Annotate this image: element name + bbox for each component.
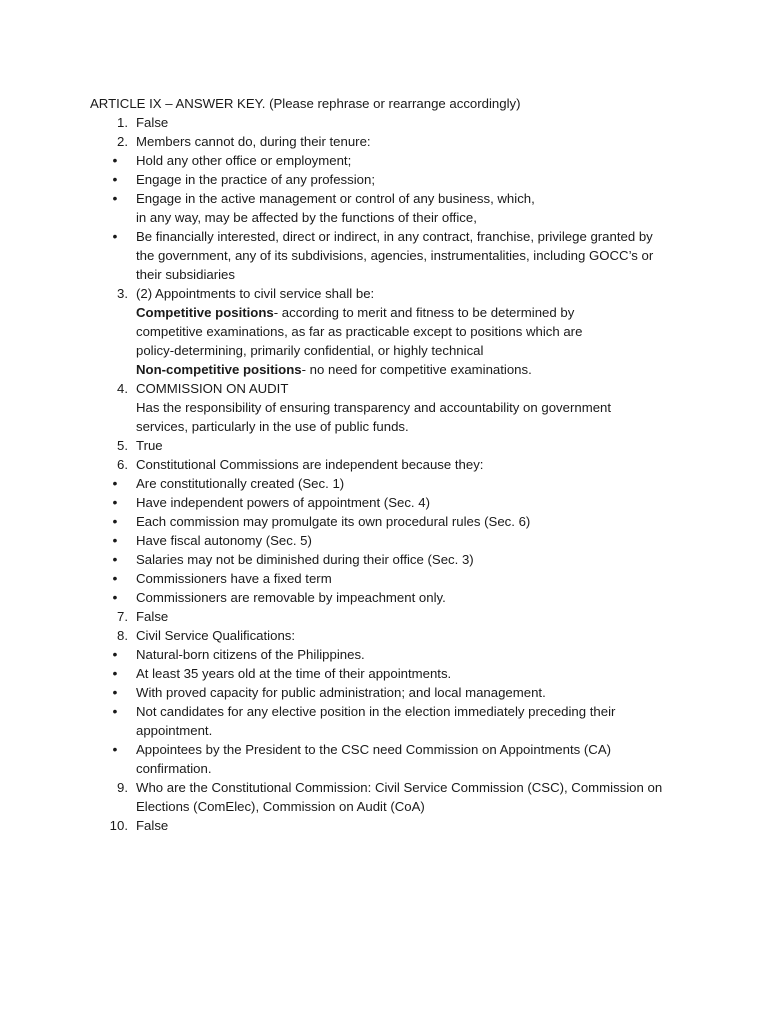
line-text: their subsidiaries <box>136 267 235 282</box>
bullet-item <box>0 227 768 284</box>
text-line <box>136 740 688 759</box>
bullet-item <box>0 493 768 512</box>
item-number: 9. <box>117 780 128 795</box>
item-text <box>136 645 688 664</box>
text-line <box>136 284 688 303</box>
bullet-marker: • <box>112 532 118 548</box>
continuation-item <box>0 360 768 379</box>
text-line <box>136 702 688 721</box>
bullet-marker: • <box>112 190 118 206</box>
bullet-item <box>0 569 768 588</box>
bold-term: Non-competitive positions <box>136 362 302 377</box>
line-text: Elections (ComElec), Commission on Audit (CoA) <box>136 799 425 814</box>
bullet-marker: • <box>112 228 118 244</box>
item-text <box>136 455 688 474</box>
item-number: 7. <box>117 609 128 624</box>
item-text <box>136 512 688 531</box>
line-text: Have fiscal autonomy (Sec. 5) <box>136 533 312 548</box>
numbered-item <box>0 132 768 151</box>
text-line <box>136 151 688 170</box>
item-number: 8. <box>117 628 128 643</box>
item-text <box>136 132 688 151</box>
item-text <box>136 227 688 284</box>
line-text: Salaries may not be diminished during their office (Sec. 3) <box>136 552 474 567</box>
line-text: Are constitutionally created (Sec. 1) <box>136 476 345 491</box>
line-text: Constitutional Commissions are independent because they: <box>136 457 484 472</box>
numbered-item <box>0 113 768 132</box>
bullet-marker: • <box>112 513 118 529</box>
item-text <box>136 284 688 303</box>
text-line <box>136 607 688 626</box>
item-text <box>136 493 688 512</box>
text-line <box>136 246 688 265</box>
line-text: the government, any of its subdivisions, agencies, instrumentalities, including GOCC’s or <box>136 248 654 263</box>
bullet-item <box>0 170 768 189</box>
bullet-item <box>0 664 768 683</box>
text-line <box>136 588 688 607</box>
text-line <box>136 455 688 474</box>
text-line <box>136 379 688 398</box>
text-line <box>136 550 688 569</box>
text-line <box>136 360 688 379</box>
line-text: Engage in the practice of any profession; <box>136 172 375 187</box>
item-text <box>136 531 688 550</box>
line-text: Each commission may promulgate its own procedural rules (Sec. 6) <box>136 514 531 529</box>
item-text <box>136 816 688 835</box>
bullet-marker: • <box>112 494 118 510</box>
line-text: - no need for competitive examinations. <box>301 362 532 377</box>
line-text: appointment. <box>136 723 213 738</box>
item-text <box>136 740 688 778</box>
line-text: False <box>136 609 169 624</box>
numbered-item <box>0 626 768 645</box>
line-text: Has the responsibility of ensuring transparency and accountability on government <box>136 400 612 415</box>
text-line <box>136 322 688 341</box>
line-text: At least 35 years old at the time of their appointments. <box>136 666 452 681</box>
item-number: 10. <box>109 818 128 833</box>
line-text: With proved capacity for public administration; and local management. <box>136 685 546 700</box>
item-number: 6. <box>117 457 128 472</box>
bullet-marker: • <box>112 570 118 586</box>
bullet-marker: • <box>112 741 118 757</box>
text-line <box>136 569 688 588</box>
bullet-item <box>0 512 768 531</box>
item-text <box>136 303 688 360</box>
bullet-item <box>0 645 768 664</box>
line-text: Commissioners have a fixed term <box>136 571 332 586</box>
line-text: Appointees by the President to the CSC need Commission on Appointments (CA) <box>136 742 612 757</box>
line-text: - according to merit and fitness to be determined by <box>273 305 575 320</box>
numbered-item <box>0 778 768 816</box>
text-line <box>136 797 688 816</box>
text-line <box>136 113 688 132</box>
item-text <box>136 360 688 379</box>
line-text: Members cannot do, during their tenure: <box>136 134 371 149</box>
bold-term: Competitive positions <box>136 305 274 320</box>
bullet-item <box>0 588 768 607</box>
item-text <box>136 170 688 189</box>
text-line <box>136 759 688 778</box>
text-line <box>136 132 688 151</box>
bullet-marker: • <box>112 589 118 605</box>
bullet-marker: • <box>112 703 118 719</box>
bullet-marker: • <box>112 665 118 681</box>
line-text: Engage in the active management or control of any business, which, <box>136 191 535 206</box>
text-line <box>136 170 688 189</box>
item-text <box>136 702 688 740</box>
item-text <box>136 683 688 702</box>
item-text <box>136 550 688 569</box>
bullet-marker: • <box>112 646 118 662</box>
item-text <box>136 664 688 683</box>
bullet-item <box>0 740 768 778</box>
bullet-item <box>0 550 768 569</box>
text-line <box>136 474 688 493</box>
item-text <box>136 607 688 626</box>
line-text: Not candidates for any elective position in the election immediately preceding their <box>136 704 616 719</box>
line-text: False <box>136 115 169 130</box>
numbered-item <box>0 607 768 626</box>
bullet-marker: • <box>112 551 118 567</box>
line-text: Who are the Constitutional Commission: Civil Service Commission (CSC), Commission on <box>136 780 663 795</box>
text-line <box>136 265 688 284</box>
bullet-item <box>0 683 768 702</box>
line-text: Natural-born citizens of the Philippines. <box>136 647 365 662</box>
numbered-item <box>0 816 768 835</box>
text-line <box>136 398 688 417</box>
item-text <box>136 151 688 170</box>
item-text <box>136 474 688 493</box>
item-text <box>136 626 688 645</box>
line-text: (2) Appointments to civil service shall be: <box>136 286 375 301</box>
numbered-item <box>0 455 768 474</box>
numbered-item <box>0 436 768 455</box>
line-text: Commissioners are removable by impeachment only. <box>136 590 446 605</box>
item-text <box>136 379 688 436</box>
bullet-marker: • <box>112 684 118 700</box>
bullet-item <box>0 151 768 170</box>
line-text: Civil Service Qualifications: <box>136 628 296 643</box>
item-text <box>136 569 688 588</box>
text-line <box>136 664 688 683</box>
item-number: 5. <box>117 438 128 453</box>
text-line <box>136 512 688 531</box>
line-text: True <box>136 438 163 453</box>
numbered-item <box>0 284 768 303</box>
line-text: False <box>136 818 169 833</box>
text-line <box>136 189 688 208</box>
line-text: Have independent powers of appointment (Sec. 4) <box>136 495 430 510</box>
text-line <box>136 626 688 645</box>
answer-list <box>0 113 768 835</box>
line-text: confirmation. <box>136 761 212 776</box>
bullet-item <box>0 474 768 493</box>
item-number: 4. <box>117 381 128 396</box>
text-line <box>136 208 688 227</box>
text-line <box>136 417 688 436</box>
text-line <box>136 227 688 246</box>
bullet-marker: • <box>112 475 118 491</box>
text-line <box>136 341 688 360</box>
item-text <box>136 588 688 607</box>
document-heading: ARTICLE IX – ANSWER KEY. (Please rephrase or rearrange accordingly) <box>90 96 521 111</box>
item-number: 2. <box>117 134 128 149</box>
text-line <box>136 816 688 835</box>
text-line <box>136 493 688 512</box>
text-line <box>136 778 688 797</box>
numbered-item <box>0 379 768 436</box>
item-text <box>136 189 688 227</box>
line-text: competitive examinations, as far as practicable except to positions which are <box>136 324 583 339</box>
text-line <box>136 721 688 740</box>
line-text: in any way, may be affected by the functions of their office, <box>136 210 477 225</box>
item-number: 3. <box>117 286 128 301</box>
bullet-item <box>0 189 768 227</box>
bullet-item <box>0 531 768 550</box>
bullet-item <box>0 702 768 740</box>
bullet-marker: • <box>112 152 118 168</box>
item-text <box>136 778 688 816</box>
text-line <box>136 683 688 702</box>
item-text <box>136 436 688 455</box>
bullet-marker: • <box>112 171 118 187</box>
continuation-item <box>0 303 768 360</box>
line-text: COMMISSION ON AUDIT <box>136 381 289 396</box>
text-line <box>136 303 688 322</box>
text-line <box>136 436 688 455</box>
line-text: services, particularly in the use of public funds. <box>136 419 409 434</box>
item-text <box>136 113 688 132</box>
text-line <box>136 645 688 664</box>
item-number: 1. <box>117 115 128 130</box>
line-text: Be financially interested, direct or indirect, in any contract, franchise, privilege granted by <box>136 229 653 244</box>
line-text: policy-determining, primarily confidential, or highly technical <box>136 343 484 358</box>
text-line <box>136 531 688 550</box>
line-text: Hold any other office or employment; <box>136 153 352 168</box>
